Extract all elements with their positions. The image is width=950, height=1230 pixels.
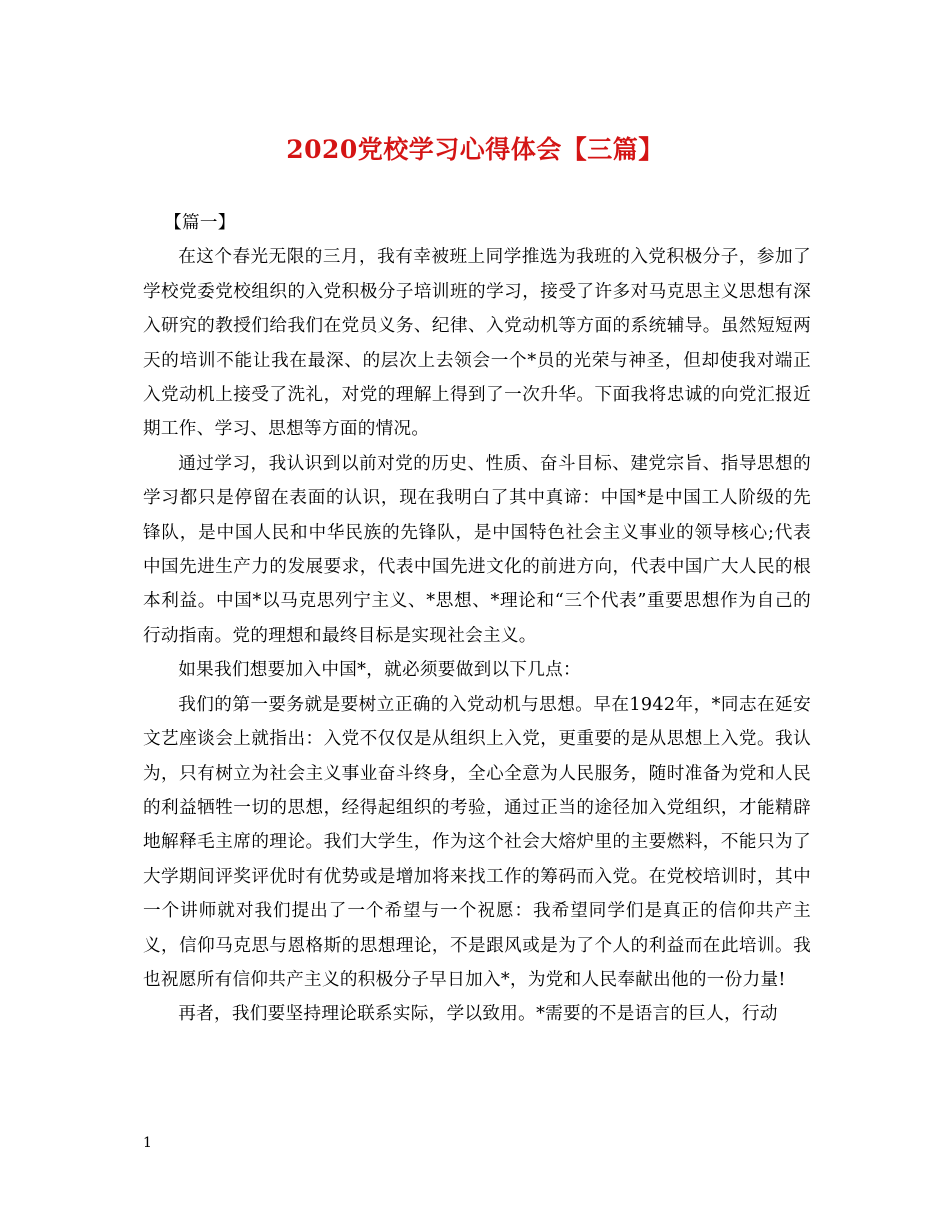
document-body [143,206,811,1032]
paragraph: 再者，我们要坚持理论联系实际，学以致用。*需要的不是语言的巨人，行动 [178,1004,778,1025]
page-number: 1 [143,1135,152,1151]
paragraph: 我们的第一要务就是要树立正确的入党动机与思想。早在1942年，*同志在延安文艺座谈会上就指出：入党不仅仅是从组织上入党，更重要的是从思想上入党。我认为，只有树立为社会主义事业奋斗终身，全心全意为人民服务，随时准备为党和人民的利益牺牲一切的思想，经得起组织的考验，通过正当的途径加入党组织，才能精辟地解释毛主席的理论。我们大学生，作为这个社会大熔炉里的主要燃料，不能只为了大学期间评奖评优时有优势或是增加将来找工作的筹码而入党。在党校培训时，其中一个讲师就对我们提出了一个希望与一个祝愿：我希望同学们是真正的信仰共产主义，信仰马克思与恩格斯的思想理论，不是跟风或是为了个人的利益而在此培训。我也祝愿所有信仰共产主义的积极分子早日加入*，为党和人民奉献出他的一份力量! [143,694,811,990]
paragraph: 在这个春光无限的三月，我有幸被班上同学推选为我班的入党积极分子，参加了学校党委党校组织的入党积极分子培训班的学习，接受了许多对马克思主义思想有深入研究的教授们给我们在党员义务、纪律、入党动机等方面的系统辅导。虽然短短两天的培训不能让我在最深、的层次上去领会一个*员的光荣与神圣，但却使我对端正入党动机上接受了洗礼，对党的理解上得到了一次升华。下面我将忠诚的向党汇报近期工作、学习、思想等方面的情况。 [143,247,811,440]
section-label: 【篇一】 [164,213,236,233]
paragraph: 如果我们想要加入中国*，就必须要做到以下几点： [178,660,581,681]
paragraph: 通过学习，我认识到以前对党的历史、性质、奋斗目标、建党宗旨、指导思想的学习都只是停留在表面的认识，现在我明白了其中真谛：中国*是中国工人阶级的先锋队，是中国人民和中华民族的先锋队，是中国特色社会主义事业的领导核心;代表中国先进生产力的发展要求，代表中国先进文化的前进方向，代表中国广大人民的根本利益。中国*以马克思列宁主义、*思想、*理论和“三个代表”重要思想作为自己的行动指南。党的理想和最终目标是实现社会主义。 [143,453,811,646]
document-title: 2020党校学习心得体会【三篇】 [286,135,664,164]
